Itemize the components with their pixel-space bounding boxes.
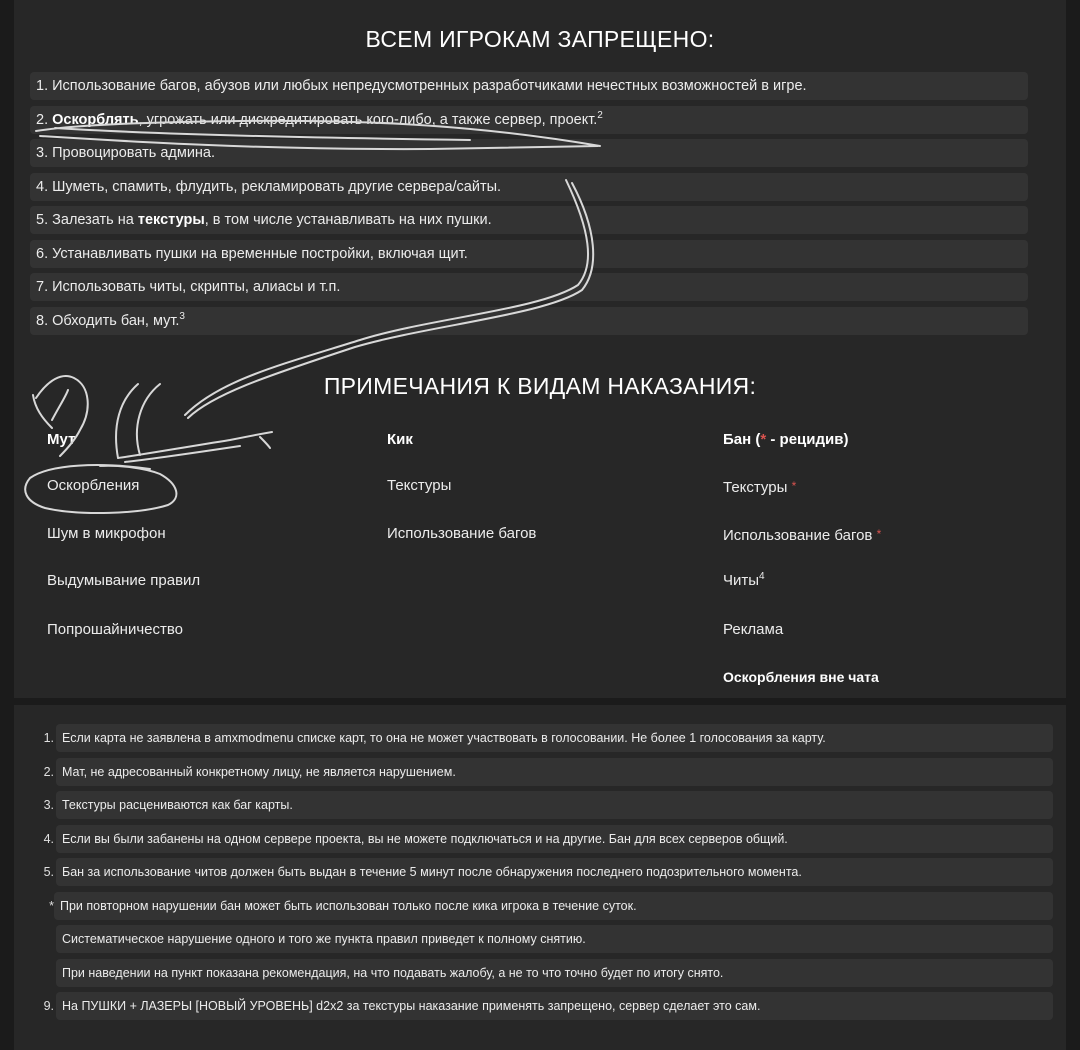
footnote-text: При повторном нарушении бан может быть использован только после кика игрока в течение суток.: [54, 892, 1053, 920]
punishments-title: ПРИМЕЧАНИЯ К ВИДАМ НАКАЗАНИЯ:: [323, 373, 757, 399]
rule-text: 6. Устанавливать пушки на временные постройки, включая щит.: [36, 245, 468, 262]
rule-item-1[interactable]: [30, 72, 1028, 100]
footnote-text: Если вы были забанены на одном сервере проекта, вы не можете подключаться и на другие. Бан для всех серверов общий.: [56, 825, 1053, 853]
footnote-row: [14, 992, 1066, 1020]
rule-text: , угрожать или дискредитировать кого-либо, а также сервер, проект.: [138, 111, 598, 128]
footnotes-panel: [14, 705, 1066, 1050]
ban-item: [723, 474, 796, 498]
footnote-text: Систематическое нарушение одного и того же пункта правил приведет к полному снятию.: [56, 925, 1053, 953]
ban-item: [723, 569, 765, 593]
rule-number: 5. Залезать на: [36, 212, 138, 228]
footnote-row: [14, 858, 1066, 886]
mute-item: Оскорбления: [47, 477, 140, 494]
ban-item: Реклама: [723, 621, 784, 638]
footnote-number: 1.: [43, 731, 54, 745]
footnote-number: 9.: [43, 999, 54, 1013]
footnote-text: На ПУШКИ + ЛАЗЕРЫ [НОВЫЙ УРОВЕНЬ] d2x2 за текстуры наказание применять запрещено, сервер сделает это сам.: [56, 992, 1053, 1020]
kick-column: [387, 428, 687, 688]
footnote-text: Текстуры расцениваются как баг карты.: [56, 791, 1053, 819]
rule-item-8[interactable]: [30, 307, 1028, 335]
footnote-text: При наведении на пункт показана рекомендация, на что подавать жалобу, а не то что точно будет по итогу снято.: [56, 959, 1053, 987]
footnote-row: [14, 724, 1066, 752]
mute-item: Попрошайничество: [47, 621, 184, 638]
rule-text: 7. Использовать читы, скрипты, алиасы и т.п.: [36, 279, 341, 295]
rule-text: 3. Провоцировать админа.: [36, 145, 216, 161]
mute-item: Выдумывание правил: [47, 572, 201, 589]
kick-header: Кик: [387, 431, 413, 448]
ban-item-label: Текстуры: [723, 479, 788, 496]
footnote-text: Бан за использование читов должен быть выдан в течение 5 минут после обнаружения последнего подозрительного момента.: [56, 858, 1053, 886]
footnote-number: 3.: [43, 798, 54, 812]
rule-item-4[interactable]: [30, 173, 1028, 201]
mute-item: Шум в микрофон: [47, 525, 166, 542]
footnote-number: *: [49, 898, 54, 913]
rule-item-3[interactable]: [30, 139, 1028, 167]
footnote-row: [14, 892, 1066, 920]
kick-item: Использование багов: [387, 525, 537, 542]
mute-column: [47, 428, 347, 688]
ban-item: Оскорбления вне чата: [723, 669, 879, 685]
ban-item-label: Использование багов: [723, 527, 873, 544]
footnote-number: 5.: [43, 865, 54, 879]
footnote-row: [14, 959, 1066, 987]
rule-item-6[interactable]: [30, 240, 1028, 268]
footnote-row: [14, 758, 1066, 786]
footnote-ref[interactable]: 2: [597, 109, 603, 121]
ban-item: [723, 522, 881, 546]
footnote-ref[interactable]: 4: [759, 571, 765, 582]
mute-header: Мут: [47, 431, 76, 448]
rule-text: , в том числе устанавливать на них пушки.: [204, 212, 492, 228]
footnote-text: Мат, не адресованный конкретному лицу, не является нарушением.: [56, 758, 1053, 786]
ban-item-label: Читы: [723, 572, 760, 589]
rule-item-5[interactable]: [30, 206, 1028, 234]
recidive-star: *: [876, 527, 882, 541]
rule-bold-text: Оскорблять: [52, 111, 139, 128]
rules-panel: [14, 0, 1066, 698]
footnote-row: [14, 791, 1066, 819]
rule-item-2[interactable]: [30, 106, 1028, 134]
ban-header-text: Бан (: [723, 431, 761, 448]
footnote-ref[interactable]: 3: [179, 310, 185, 322]
rule-item-7[interactable]: [30, 273, 1028, 301]
rule-text: 4. Шуметь, спамить, флудить, рекламировать другие сервера/сайты.: [36, 178, 502, 195]
rule-text: 8. Обходить бан, мут.: [36, 312, 180, 329]
footnote-row: [14, 825, 1066, 853]
footnote-number: 2.: [43, 764, 54, 779]
footnote-text: Если карта не заявлена в amxmodmenu списке карт, то она не может участвовать в голосовании. Не более 1 голосования за карту.: [56, 724, 1053, 752]
rule-text: 1. Использование багов, абузов или любых непредусмотренных разработчиками нечестных возможностей в игре.: [36, 78, 807, 94]
ban-column: [723, 428, 1043, 688]
rule-bold-text: текстуры: [137, 212, 205, 228]
footnote-number: 4.: [43, 831, 54, 846]
footnote-row: [14, 925, 1066, 953]
rules-list: [30, 72, 1028, 340]
recidive-star: *: [791, 479, 797, 493]
ban-header: [723, 428, 1043, 452]
ban-header-text: - рецидив): [766, 431, 849, 448]
rule-number: 2.: [36, 111, 53, 128]
kick-item: Текстуры: [387, 477, 452, 494]
rules-title: ВСЕМ ИГРОКАМ ЗАПРЕЩЕНО:: [365, 26, 715, 52]
recidive-star: *: [760, 431, 767, 448]
